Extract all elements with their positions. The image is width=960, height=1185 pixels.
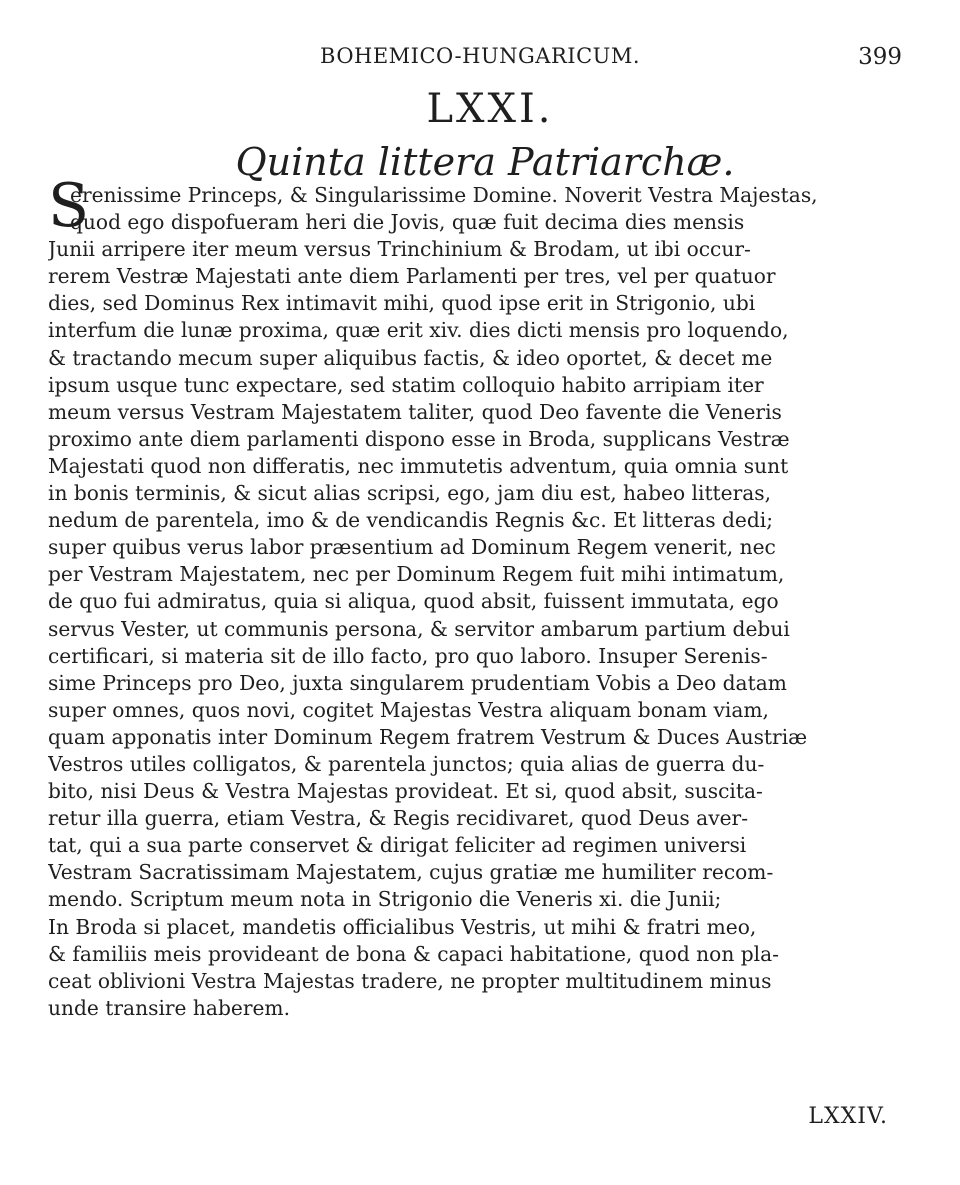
text-line: rerem Vestræ Majestati ante diem Parlamenti per tres, vel per quatuor: [48, 264, 776, 289]
text-line: & familiis meis provideant de bona & capaci habitatione, quod non pla-: [48, 941, 779, 966]
running-head: BOHEMICO-HUNGARICUM.: [320, 44, 641, 68]
text-line: unde transire haberem.: [48, 995, 290, 1020]
text-line: sime Princeps pro Deo, juxta singularem prudentiam Vobis a Deo datam: [48, 670, 787, 695]
page-number: 399: [858, 44, 902, 70]
catchword: LXXIV.: [808, 1104, 888, 1129]
letter-body: [48, 171, 908, 1022]
text-line: nedum de parentela, imo & de vendicandis Regnis &c. Et litteras dedi;: [48, 508, 774, 533]
text-line: tat, qui a sua parte conservet & dirigat feliciter ad regimen universi: [48, 833, 747, 858]
text-line: quod ego dispofueram heri die Jovis, quæ fuit decima dies mensis: [70, 210, 745, 235]
text-line: Majestati quod non differatis, nec immutetis adventum, quia omnia sunt: [48, 453, 789, 478]
text-line: mendo. Scriptum meum nota in Strigonio die Veneris xi. die Junii;: [48, 887, 722, 912]
text-line: ceat oblivioni Vestra Majestas tradere, ne propter multitudinem minus: [48, 968, 772, 993]
text-line: erenissime Princeps, & Singularissime Domine. Noverit Vestra Majestas,: [70, 183, 818, 207]
text-line: Junii arripere iter meum versus Trinchinium & Brodam, ut ibi occur-: [48, 237, 751, 262]
text-line: per Vestram Majestatem, nec per Dominum Regem fuit mihi intimatum,: [48, 562, 785, 587]
text-line: In Broda si placet, mandetis officialibus Vestris, ut mihi & fratri meo,: [48, 914, 757, 939]
text-line: in bonis terminis, & sicut alias scripsi, ego, jam diu est, habeo litteras,: [48, 481, 772, 506]
text-line: dies, sed Dominus Rex intimavit mihi, quod ipse erit in Strigonio, ubi: [48, 291, 756, 316]
text-line: super quibus verus labor præsentium ad Dominum Regem venerit, nec: [48, 535, 776, 560]
text-line: super omnes, quos novi, cogitet Majestas Vestra aliquam bonam viam,: [48, 697, 769, 722]
drop-cap: S: [48, 171, 90, 241]
text-line: meum versus Vestram Majestatem taliter, quod Deo favente die Veneris: [48, 399, 782, 424]
text-line: certificari, si materia sit de illo facto, pro quo laboro. Insuper Serenis-: [48, 643, 768, 668]
text-line: de quo fui admiratus, quia si aliqua, quod absit, fuissent immutata, ego: [48, 589, 779, 614]
letter-title: Quinta littera Patriarchæ.: [235, 140, 735, 184]
text-line: quam apponatis inter Dominum Regem fratrem Vestrum & Duces Austriæ: [48, 724, 808, 749]
text-line: Vestros utiles colligatos, & parentela junctos; quia alias de guerra du-: [48, 751, 765, 776]
text-line: interfum die lunæ proxima, quæ erit xiv. dies dicti mensis pro loquendo,: [48, 318, 789, 343]
text-line: & tractando mecum super aliquibus factis, & ideo oportet, & decet me: [48, 345, 773, 370]
text-line: Vestram Sacratissimam Majestatem, cujus gratiæ me humiliter recom-: [48, 860, 774, 885]
text-line: servus Vester, ut communis persona, & servitor ambarum partium debui: [48, 616, 790, 641]
text-line: ipsum usque tunc expectare, sed statim colloquio habito arripiam iter: [48, 372, 764, 397]
letter-number: LXXI.: [426, 86, 554, 132]
text-line: bito, nisi Deus & Vestra Majestas provideat. Et si, quod absit, suscita-: [48, 779, 763, 804]
text-line: retur illa guerra, etiam Vestra, & Regis recidivaret, quod Deus aver-: [48, 806, 749, 831]
text-line: proximo ante diem parlamenti dispono esse in Broda, supplicans Vestræ: [48, 426, 790, 451]
